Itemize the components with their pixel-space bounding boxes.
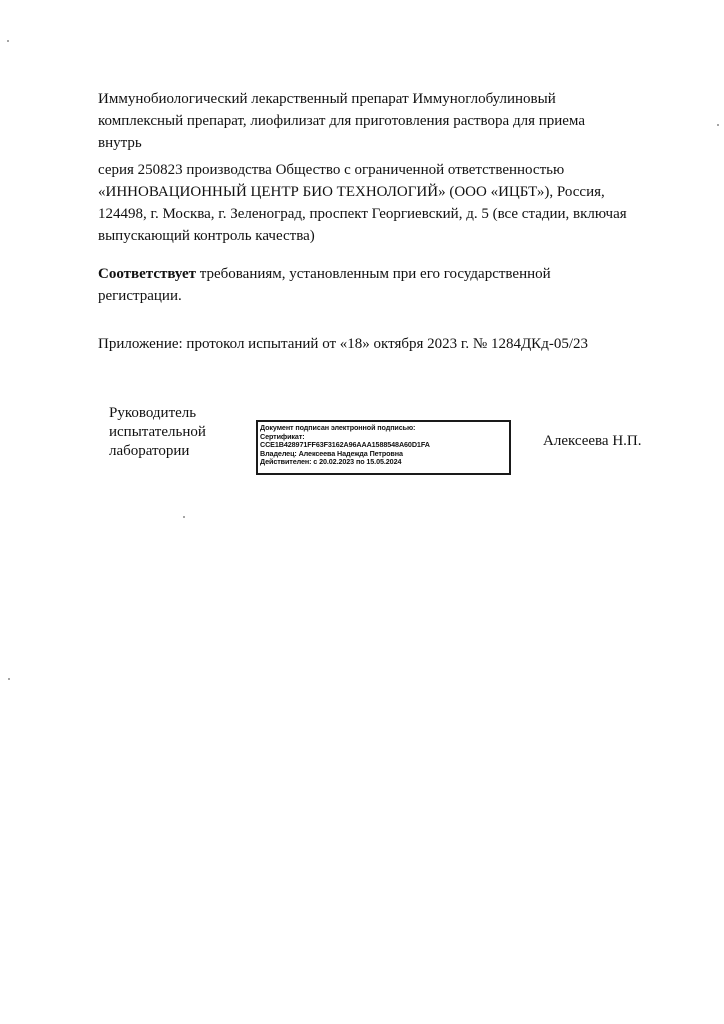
signatory-name: Алексеева Н.П. <box>543 433 642 449</box>
conformity-verdict: Соответствует <box>98 266 196 282</box>
attachment-note <box>98 333 668 355</box>
conformity-line-2: регистрации. <box>98 288 182 304</box>
stamp-header: Документ подписан электронной подписью: <box>260 423 416 432</box>
conformity-statement <box>98 263 668 307</box>
series-manufacturer <box>98 159 668 247</box>
signatory-title-line-1: Руководитель <box>109 405 197 421</box>
stamp-cert-value: CCE1B428971FF63F3162A96AAA1588548A60D1FA <box>260 440 430 450</box>
stamp-validity: Действителен: с 20.02.2023 по 15.05.2024 <box>260 457 402 467</box>
series-line-4: выпускающий контроль качества) <box>98 228 315 244</box>
series-line-1: серия 250823 производства Общество с ограниченной ответственностью <box>98 162 565 178</box>
product-line-1: Иммунобиологический лекарственный препарат Иммуноглобулиновый <box>98 91 556 107</box>
stamp-owner: Владелец: Алексеева Надежда Петровна <box>260 448 403 458</box>
scan-speck <box>183 516 185 518</box>
stamp-cert-label: Сертификат: <box>260 431 305 441</box>
signatory-title <box>109 404 206 461</box>
conformity-text: требованиям, установленным при его государственной <box>196 266 551 282</box>
scan-speck <box>717 124 719 126</box>
series-line-2: «ИННОВАЦИОННЫЙ ЦЕНТР БИО ТЕХНОЛОГИЙ» (ООО «ИЦБТ»), Россия, <box>98 184 605 200</box>
series-line-3: 124498, г. Москва, г. Зеленоград, проспект Георгиевский, д. 5 (все стадии, включая <box>98 206 627 222</box>
product-line-2: комплексный препарат, лиофилизат для приготовления раствора для приема <box>98 113 585 129</box>
scan-speck <box>7 40 9 42</box>
scan-speck <box>8 678 10 680</box>
product-description <box>98 88 668 154</box>
conformity-line-1 <box>98 263 668 285</box>
e-signature-stamp <box>256 420 511 475</box>
signatory-title-line-2: испытательной <box>109 424 206 440</box>
attachment-text: Приложение: протокол испытаний от «18» октября 2023 г. № 1284ДКд-05/23 <box>98 336 588 352</box>
signatory-title-line-3: лаборатории <box>109 443 190 459</box>
product-line-3: внутрь <box>98 135 142 151</box>
